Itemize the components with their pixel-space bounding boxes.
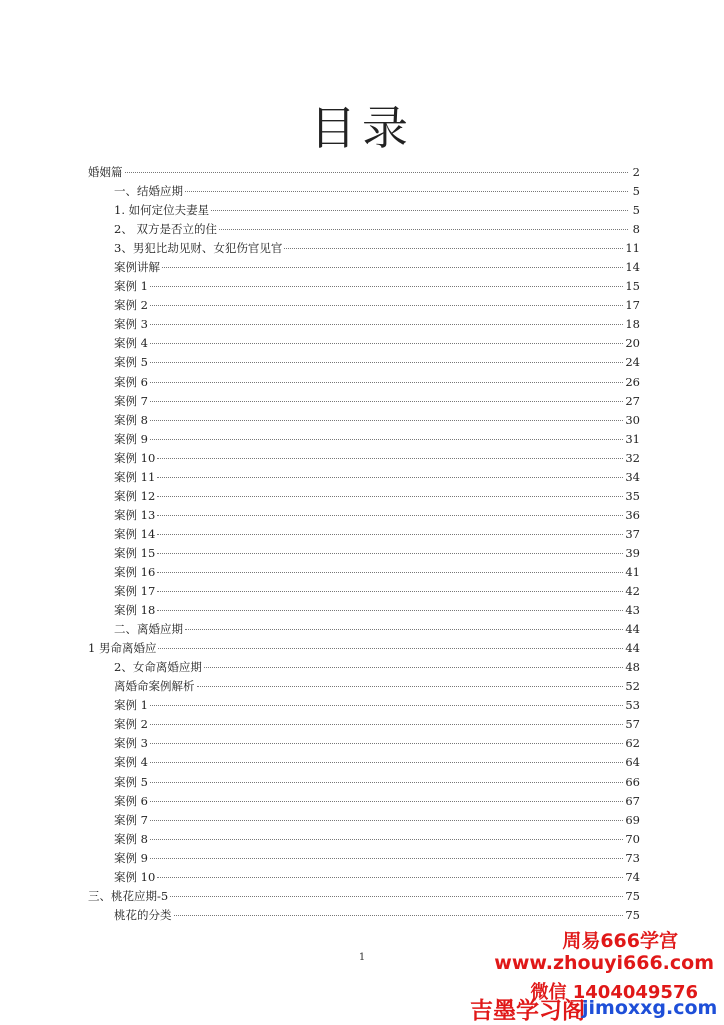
toc-entry[interactable] (88, 563, 640, 582)
toc-entry-label: 案例 2 (114, 717, 148, 732)
toc-entry-page: 35 (625, 488, 640, 503)
toc-entry-label: 案例 1 (114, 279, 148, 294)
toc-leader-dots (157, 477, 623, 478)
toc-entry-page: 75 (625, 888, 640, 903)
toc-entry-page: 17 (625, 298, 640, 313)
toc-entry-page: 2 (632, 165, 640, 179)
toc-entry-label: 案例讲解 (114, 260, 160, 275)
toc-leader-dots (150, 420, 623, 421)
toc-entry[interactable] (88, 163, 640, 182)
toc-entry-page: 73 (625, 850, 640, 865)
toc-entry[interactable] (88, 430, 640, 449)
toc-entry-page: 5 (632, 203, 640, 218)
toc-leader-dots (150, 724, 623, 725)
toc-entry-label: 1 男命离婚应 (88, 641, 157, 656)
toc-entry[interactable] (88, 830, 640, 849)
toc-leader-dots (150, 362, 623, 363)
toc-leader-dots (125, 172, 629, 173)
toc-entry[interactable] (88, 239, 640, 258)
toc-entry[interactable] (88, 906, 640, 925)
toc-entry-label: 2、女命离婚应期 (114, 660, 202, 675)
toc-entry-label: 案例 3 (114, 736, 148, 751)
toc-entry[interactable] (88, 601, 640, 620)
toc-entry-label: 案例 7 (114, 812, 148, 827)
toc-entry-label: 案例 5 (114, 774, 148, 789)
toc-entry[interactable] (88, 277, 640, 296)
toc-entry[interactable] (88, 525, 640, 544)
toc-entry[interactable] (88, 392, 640, 411)
toc-leader-dots (157, 458, 623, 459)
toc-entry-label: 案例 1 (114, 698, 148, 713)
toc-entry-label: 案例 4 (114, 755, 148, 770)
toc-leader-dots (150, 839, 623, 840)
watermark-line-3: 微信 1404049576 (530, 982, 698, 1003)
toc-entry-page: 57 (625, 717, 640, 732)
toc-entry[interactable] (88, 887, 640, 906)
toc-entry-label: 案例 6 (114, 793, 148, 808)
toc-entry-label: 案例 7 (114, 393, 148, 408)
watermark-line-5: jimoxxg.com (582, 997, 718, 1019)
toc-leader-dots (174, 915, 624, 916)
table-of-contents (88, 163, 640, 925)
toc-entry-label: 3、男犯比劫见财、女犯伤官见官 (114, 241, 283, 256)
toc-entry-label: 案例 17 (114, 584, 156, 599)
toc-leader-dots (284, 248, 623, 249)
toc-entry[interactable] (88, 753, 640, 772)
toc-entry[interactable] (88, 658, 640, 677)
toc-entry[interactable] (88, 334, 640, 353)
toc-entry-label: 三、桃花应期-5 (88, 888, 169, 903)
watermark-line-2: www.zhouyi666.com (494, 952, 714, 974)
toc-leader-dots (150, 305, 623, 306)
toc-entry-label: 案例 15 (114, 545, 156, 560)
toc-leader-dots (150, 382, 623, 383)
toc-entry-page: 64 (625, 755, 640, 770)
toc-entry-page: 52 (625, 679, 640, 694)
toc-entry-page: 53 (625, 698, 640, 713)
toc-entry-page: 14 (625, 260, 640, 275)
toc-entry-page: 70 (625, 831, 640, 846)
toc-entry-page: 31 (625, 431, 640, 446)
toc-leader-dots (157, 553, 623, 554)
toc-entry-page: 43 (625, 603, 640, 618)
page-number: 1 (358, 952, 366, 963)
toc-leader-dots (150, 286, 623, 287)
toc-entry-label: 案例 18 (114, 603, 156, 618)
toc-entry[interactable] (88, 315, 640, 334)
toc-entry-page: 32 (625, 450, 640, 465)
toc-entry-label: 案例 3 (114, 317, 148, 332)
toc-entry[interactable] (88, 639, 640, 658)
toc-leader-dots (197, 686, 624, 687)
toc-leader-dots (185, 191, 628, 192)
toc-entry-page: 48 (625, 660, 640, 675)
toc-entry-label: 案例 9 (114, 850, 148, 865)
toc-entry[interactable] (88, 468, 640, 487)
toc-entry-label: 1. 如何定位夫妻星 (114, 203, 210, 218)
toc-leader-dots (185, 629, 623, 630)
toc-entry[interactable] (88, 487, 640, 506)
toc-entry-page: 26 (625, 374, 640, 389)
toc-leader-dots (150, 762, 623, 763)
toc-entry[interactable] (88, 506, 640, 525)
toc-entry-label: 离婚命案例解析 (114, 679, 195, 694)
toc-leader-dots (150, 782, 623, 783)
toc-entry-label: 案例 4 (114, 336, 148, 351)
toc-entry-page: 20 (625, 336, 640, 351)
toc-entry-page: 41 (625, 564, 640, 579)
toc-entry[interactable] (88, 868, 640, 887)
toc-entry-label: 案例 14 (114, 526, 156, 541)
toc-entry-page: 8 (632, 222, 640, 237)
toc-entry[interactable] (88, 696, 640, 715)
toc-leader-dots (157, 515, 623, 516)
toc-leader-dots (170, 896, 623, 897)
toc-entry-label: 案例 2 (114, 298, 148, 313)
toc-leader-dots (150, 401, 623, 402)
toc-entry-page: 75 (625, 907, 640, 922)
toc-leader-dots (211, 210, 628, 211)
toc-entry-page: 24 (625, 355, 640, 370)
toc-entry-label: 案例 8 (114, 412, 148, 427)
toc-entry-label: 二、离婚应期 (114, 622, 183, 637)
toc-entry-label: 案例 9 (114, 431, 148, 446)
toc-entry-label: 案例 16 (114, 564, 156, 579)
toc-entry[interactable] (88, 582, 640, 601)
toc-entry[interactable] (88, 258, 640, 277)
toc-entry-page: 37 (625, 526, 640, 541)
toc-entry-page: 42 (625, 584, 640, 599)
toc-entry-label: 案例 10 (114, 869, 156, 884)
toc-entry[interactable] (88, 792, 640, 811)
toc-entry-label: 一、结婚应期 (114, 184, 183, 199)
toc-entry-label: 2、 双方是否立的住 (114, 222, 217, 237)
toc-leader-dots (150, 324, 623, 325)
toc-entry[interactable] (88, 296, 640, 315)
toc-entry-label: 案例 6 (114, 374, 148, 389)
toc-entry[interactable] (88, 220, 640, 239)
toc-entry-page: 66 (625, 774, 640, 789)
toc-leader-dots (150, 343, 623, 344)
toc-entry-page: 11 (625, 241, 640, 256)
toc-entry-page: 36 (625, 507, 640, 522)
toc-leader-dots (150, 439, 623, 440)
toc-entry-label: 婚姻篇 (88, 165, 123, 179)
toc-entry-page: 67 (625, 793, 640, 808)
toc-entry[interactable] (88, 449, 640, 468)
watermark-line-1: 周易666学宫 (562, 930, 678, 952)
toc-entry[interactable] (88, 773, 640, 792)
toc-entry[interactable] (88, 201, 640, 220)
toc-leader-dots (150, 858, 623, 859)
toc-entry[interactable] (88, 182, 640, 201)
toc-entry-label: 案例 12 (114, 488, 156, 503)
toc-leader-dots (158, 648, 623, 649)
toc-entry-label: 案例 11 (114, 469, 156, 484)
toc-entry[interactable] (88, 544, 640, 563)
toc-leader-dots (150, 801, 623, 802)
toc-leader-dots (162, 267, 623, 268)
toc-entry-page: 44 (625, 622, 640, 637)
toc-entry-page: 34 (625, 469, 640, 484)
toc-entry-label: 案例 5 (114, 355, 148, 370)
toc-entry-page: 15 (625, 279, 640, 294)
page-title: 目录 (310, 101, 414, 155)
toc-leader-dots (157, 591, 623, 592)
toc-entry[interactable] (88, 811, 640, 830)
toc-entry[interactable] (88, 620, 640, 639)
toc-entry-label: 案例 10 (114, 450, 156, 465)
toc-entry[interactable] (88, 849, 640, 868)
toc-leader-dots (150, 705, 623, 706)
toc-entry-page: 69 (625, 812, 640, 827)
toc-leader-dots (150, 820, 623, 821)
toc-entry-page: 74 (625, 869, 640, 884)
toc-leader-dots (204, 667, 624, 668)
toc-leader-dots (219, 229, 628, 230)
toc-leader-dots (157, 496, 623, 497)
toc-entry-page: 62 (625, 736, 640, 751)
toc-entry-page: 39 (625, 545, 640, 560)
toc-entry-label: 桃花的分类 (114, 907, 172, 922)
toc-entry[interactable] (88, 677, 640, 696)
toc-entry[interactable] (88, 734, 640, 753)
watermark-line-4: 吉墨学习阁 (470, 998, 585, 1024)
toc-entry-label: 案例 13 (114, 507, 156, 522)
toc-leader-dots (157, 534, 623, 535)
toc-leader-dots (157, 610, 623, 611)
toc-entry-page: 27 (625, 393, 640, 408)
toc-leader-dots (150, 743, 623, 744)
toc-leader-dots (157, 572, 623, 573)
toc-entry-page: 30 (625, 412, 640, 427)
toc-entry[interactable] (88, 353, 640, 372)
toc-entry[interactable] (88, 411, 640, 430)
toc-entry-page: 44 (625, 641, 640, 656)
toc-entry-page: 18 (625, 317, 640, 332)
toc-entry-page: 5 (632, 184, 640, 199)
toc-entry[interactable] (88, 373, 640, 392)
toc-entry[interactable] (88, 715, 640, 734)
toc-entry-label: 案例 8 (114, 831, 148, 846)
toc-leader-dots (157, 877, 623, 878)
